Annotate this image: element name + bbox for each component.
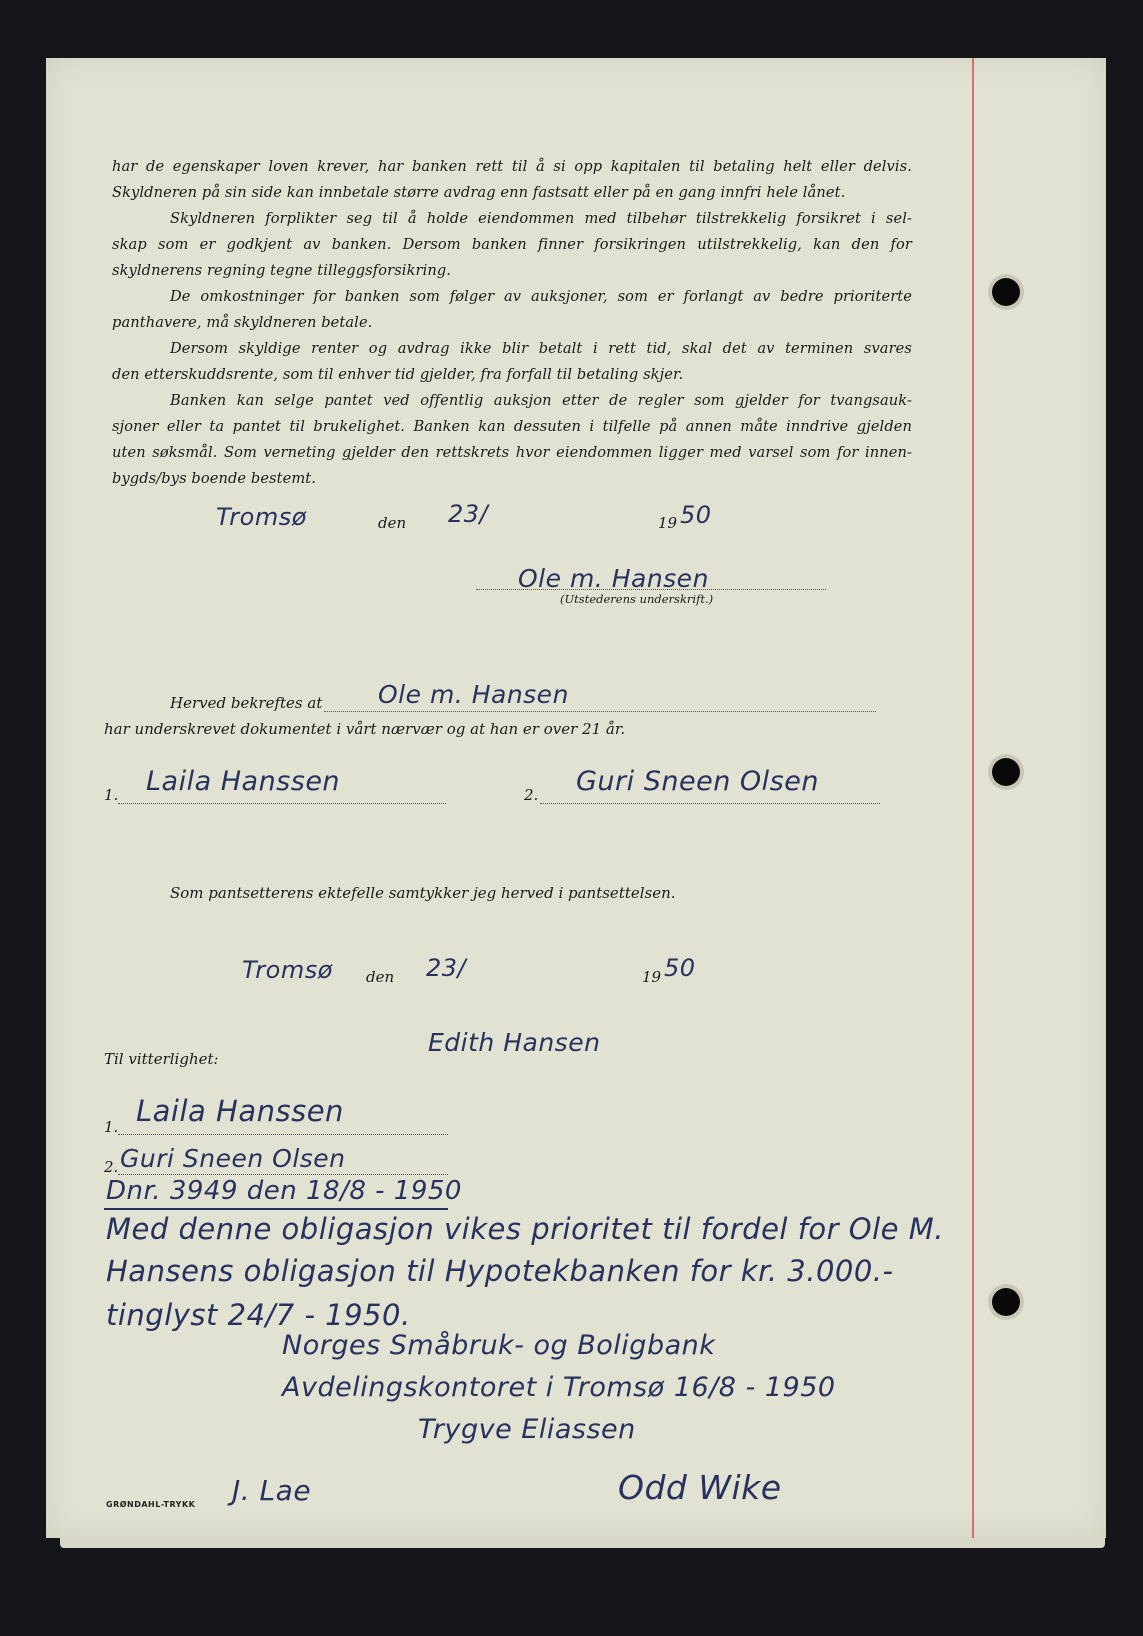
witness-2-signature: Guri Sneen Olsen <box>576 766 819 797</box>
paragraph-line: skap som er godkjent av banken. Dersom banken finner forsikringen utilstrekkelig, kan den for <box>112 236 912 253</box>
paragraph-line: den etterskuddsrente, som til enhver tid gjelder, fra forfall til betaling skjer. <box>112 366 684 383</box>
bank-branch-line: Avdelingskontoret i Tromsø 16/8 - 1950 <box>282 1372 836 1403</box>
vitne-2-line <box>118 1174 448 1175</box>
til-vitterlighet-label: Til vitterlighet: <box>104 1050 219 1068</box>
bank-name-line: Norges Småbruk- og Boligbank <box>282 1330 716 1361</box>
printer-mark: GRØNDAHL-TRYKK <box>106 1500 196 1509</box>
handwritten-year-2: 50 <box>664 954 696 982</box>
confirmed-name: Ole m. Hansen <box>378 680 569 709</box>
final-signature: Odd Wike <box>618 1468 782 1507</box>
punch-hole-bottom <box>992 1288 1020 1316</box>
paragraph-line: De omkostninger for banken som følger av auksjoner, som er forlangt av bedre prioriterte <box>170 288 912 305</box>
initials-signature: J. Lae <box>232 1474 312 1507</box>
vitne-1-signature: Laila Hanssen <box>136 1094 344 1128</box>
paragraph-line: har de egenskaper loven krever, har banken rett til å si opp kapitalen til betaling helt eller delvis. <box>112 158 912 175</box>
witness-2-line <box>540 803 880 804</box>
document-page <box>46 58 1106 1538</box>
handwritten-year: 50 <box>680 501 712 529</box>
handwritten-date-2: 23/ <box>426 954 467 982</box>
registration-underline <box>104 1208 448 1210</box>
paragraph-line: panthavere, må skyldneren betale. <box>112 314 373 331</box>
registration-note: Dnr. 3949 den 18/8 - 1950 <box>106 1176 462 1206</box>
issuer-signature: Ole m. Hansen <box>518 564 709 593</box>
name-line <box>324 711 876 712</box>
vitne-1-line <box>118 1134 448 1135</box>
paragraph-line: sjoner eller ta pantet til brukelighet. Banken kan dessuten i tilfelle på annen måte inndrive gjelden <box>112 418 912 435</box>
vitne-2-number: 2. <box>104 1158 119 1176</box>
bank-officer-signature: Trygve Eliassen <box>418 1414 636 1445</box>
priority-note-line-2: Hansens obligasjon til Hypotekbanken for kr. 3.000.- <box>106 1254 894 1288</box>
margin-line <box>972 58 974 1538</box>
spouse-consent: Som pantsetterens ektefelle samtykker jeg herved i pantsettelsen. <box>170 884 676 902</box>
paragraph-line: uten søksmål. Som verneting gjelder den rettskrets hvor eiendommen ligger med varsel som for innen- <box>112 444 912 461</box>
priority-note-line-1: Med denne obligasjon vikes prioritet til fordel for Ole M. <box>106 1212 944 1246</box>
paragraph-line: Skyldneren forplikter seg til å holde eiendommen med tilbehør tilstrekkelig forsikret i sel- <box>170 210 912 227</box>
signature-line <box>476 589 826 590</box>
year-prefix-2: 19 <box>642 968 662 986</box>
paragraph-line: Banken kan selge pantet ved offentlig auksjon etter de regler som gjelder for tvangsauk- <box>170 392 912 409</box>
confirm-label: Herved bekreftes at <box>170 694 323 712</box>
year-prefix: 19 <box>658 514 678 532</box>
witness-2-number: 2. <box>524 786 539 804</box>
witness-1-signature: Laila Hanssen <box>146 766 341 797</box>
punch-hole-top <box>992 278 1020 306</box>
handwritten-place-2: Tromsø <box>242 956 333 984</box>
witness-1-line <box>118 803 446 804</box>
den-label: den <box>378 514 407 532</box>
witness-1-number: 1. <box>104 786 119 804</box>
handwritten-date: 23/ <box>448 500 489 528</box>
vitne-1-number: 1. <box>104 1118 119 1136</box>
paragraph-line: skyldnerens regning tegne tilleggsforsikring. <box>112 262 452 279</box>
spouse-signature: Edith Hansen <box>428 1028 601 1057</box>
handwritten-place: Tromsø <box>216 503 307 531</box>
issuer-signature-caption: (Utstederens underskrift.) <box>560 592 714 606</box>
paragraph-line: bygds/bys boende bestemt. <box>112 470 316 487</box>
priority-note-line-3: tinglyst 24/7 - 1950. <box>106 1298 411 1332</box>
vitne-2-signature: Guri Sneen Olsen <box>120 1144 346 1173</box>
paragraph-line: Skyldneren på sin side kan innbetale større avdrag enn fastsatt eller på en gang innfri hele lånet. <box>112 184 846 201</box>
punch-hole-middle <box>992 758 1020 786</box>
paragraph-line: Dersom skyldige renter og avdrag ikke blir betalt i rett tid, skal det av terminen svares <box>170 340 912 357</box>
den-label-2: den <box>366 968 395 986</box>
confirm-text: har underskrevet dokumentet i vårt nærvær og at han er over 21 år. <box>104 720 626 738</box>
